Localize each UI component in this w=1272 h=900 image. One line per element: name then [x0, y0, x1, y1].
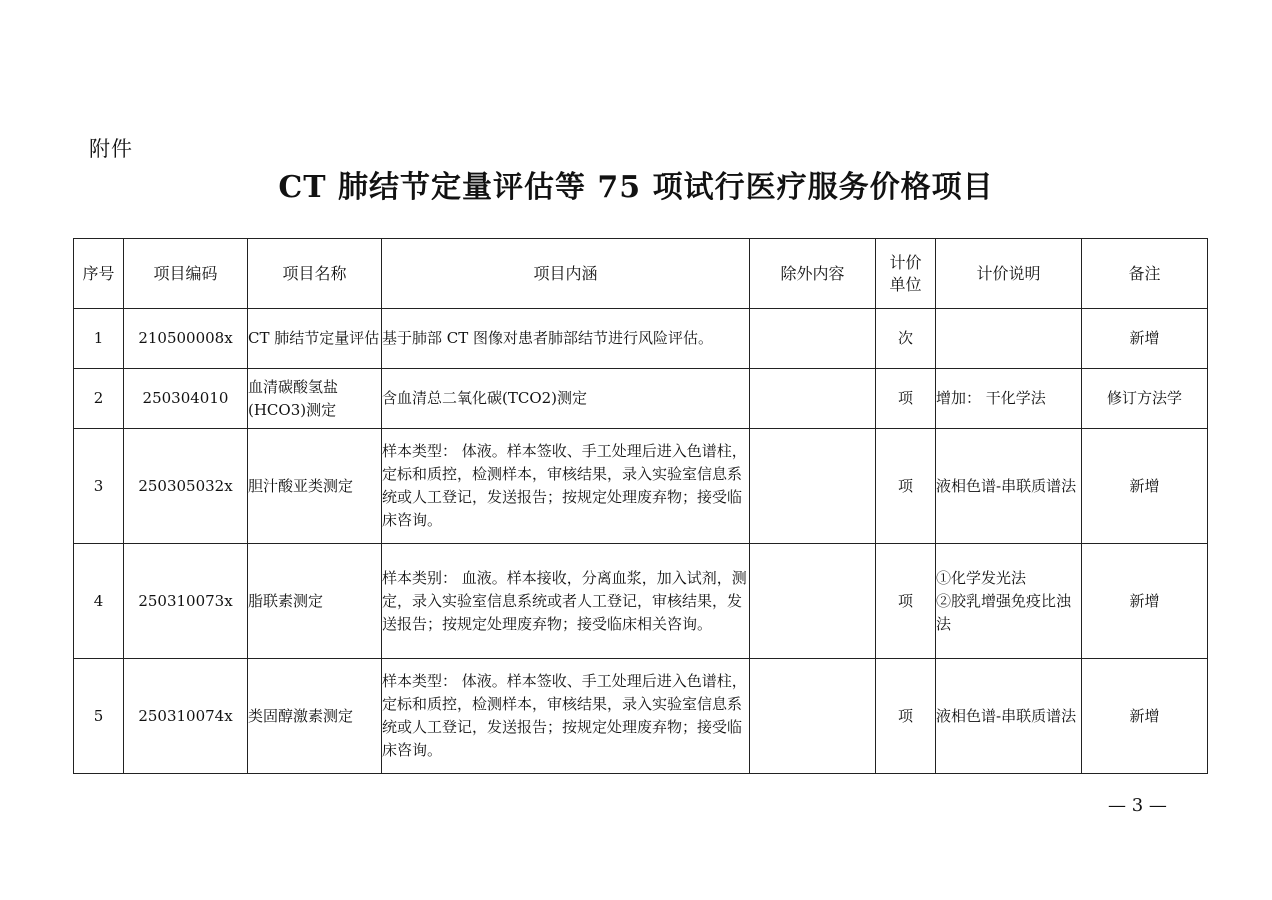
cell-content: 样本类别： 血液。样本接收，分离血浆，加入试剂，测定，录入实验室信息系统或者人工登记，审核结果，发送报告；按规定处理废弃物；接受临床相关咨询。 [382, 544, 750, 659]
cell-unit: 项 [876, 429, 936, 544]
cell-content: 基于肺部 CT 图像对患者肺部结节进行风险评估。 [382, 309, 750, 369]
cell-exclusions [750, 429, 876, 544]
cell-unit: 项 [876, 544, 936, 659]
attachment-label: 附件 [89, 137, 133, 161]
cell-pricing: 增加： 干化学法 [936, 369, 1082, 429]
table-row [74, 429, 1208, 544]
table-row [74, 544, 1208, 659]
cell-pricing: 液相色谱-串联质谱法 [936, 429, 1082, 544]
header-unit-line1: 计价 [889, 252, 922, 272]
cell-name: 类固醇激素测定 [248, 659, 382, 774]
header-code: 项目编码 [124, 239, 248, 309]
table-row [74, 309, 1208, 369]
cell-name: 血清碳酸氢盐(HCO3)测定 [248, 369, 382, 429]
cell-unit: 项 [876, 369, 936, 429]
cell-content: 样本类型： 体液。样本签收、手工处理后进入色谱柱，定标和质控，检测样本，审核结果，录入实验室信息系统或人工登记，发送报告；按规定处理废弃物；接受临床咨询。 [382, 659, 750, 774]
cell-pricing: 液相色谱-串联质谱法 [936, 659, 1082, 774]
price-items-table [73, 238, 1208, 774]
cell-unit: 项 [876, 659, 936, 774]
pricing-line1: ①化学发光法 [936, 568, 1027, 587]
cell-name: 胆汁酸亚类测定 [248, 429, 382, 544]
cell-exclusions [750, 369, 876, 429]
cell-name: 脂联素测定 [248, 544, 382, 659]
cell-exclusions [750, 309, 876, 369]
cell-notes: 新增 [1082, 429, 1208, 544]
cell-code: 210500008x [124, 309, 248, 369]
header-exclusions: 除外内容 [750, 239, 876, 309]
cell-content: 样本类型： 体液。样本签收、手工处理后进入色谱柱，定标和质控，检测样本，审核结果，录入实验室信息系统或人工登记，发送报告；按规定处理废弃物；接受临床咨询。 [382, 429, 750, 544]
cell-notes: 修订方法学 [1082, 369, 1208, 429]
table-header-row [74, 239, 1208, 309]
cell-code: 250305032x [124, 429, 248, 544]
cell-exclusions [750, 659, 876, 774]
cell-exclusions [750, 544, 876, 659]
cell-seq: 3 [74, 429, 124, 544]
cell-code: 250310073x [124, 544, 248, 659]
cell-pricing [936, 309, 1082, 369]
pricing-line2: ②胶乳增强免疫比浊法 [936, 591, 1072, 633]
cell-seq: 1 [74, 309, 124, 369]
page-number: — 3 — [1108, 795, 1167, 816]
cell-seq: 2 [74, 369, 124, 429]
header-unit [876, 239, 936, 309]
table-row [74, 659, 1208, 774]
header-name: 项目名称 [248, 239, 382, 309]
cell-seq: 5 [74, 659, 124, 774]
cell-name: CT 肺结节定量评估 [248, 309, 382, 369]
cell-notes: 新增 [1082, 309, 1208, 369]
cell-code: 250304010 [124, 369, 248, 429]
header-seq: 序号 [74, 239, 124, 309]
header-pricing: 计价说明 [936, 239, 1082, 309]
cell-notes: 新增 [1082, 659, 1208, 774]
cell-seq: 4 [74, 544, 124, 659]
header-content: 项目内涵 [382, 239, 750, 309]
cell-notes: 新增 [1082, 544, 1208, 659]
cell-content: 含血清总二氧化碳(TCO2)测定 [382, 369, 750, 429]
document-title: CT 肺结节定量评估等 75 项试行医疗服务价格项目 [278, 170, 994, 205]
cell-code: 250310074x [124, 659, 248, 774]
header-unit-line2: 单位 [889, 274, 922, 294]
header-notes: 备注 [1082, 239, 1208, 309]
table-row [74, 369, 1208, 429]
cell-pricing [936, 544, 1082, 659]
cell-unit: 次 [876, 309, 936, 369]
